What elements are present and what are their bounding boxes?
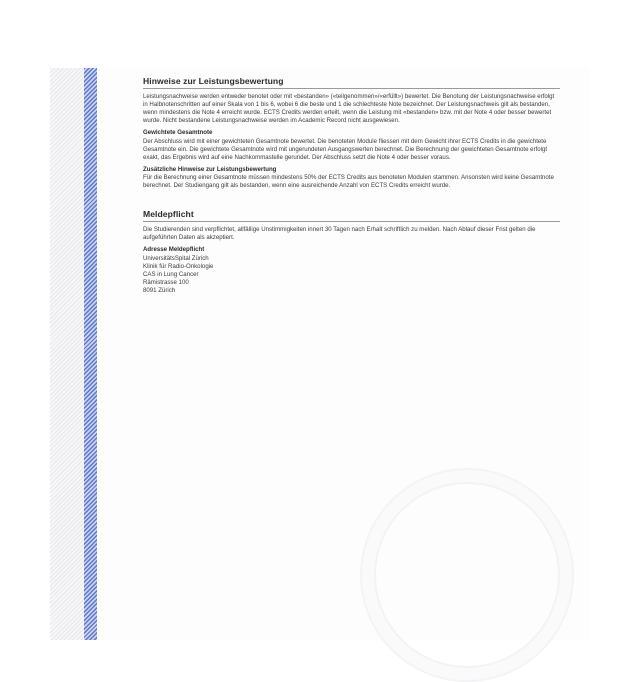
address-line: UniversitätsSpital Zürich xyxy=(143,254,209,262)
section-title: Hinweise zur Leistungsbewertung xyxy=(143,77,560,89)
seal-watermark-icon xyxy=(360,468,574,682)
subsection-paragraph: Der Abschluss wird mit einer gewichteten Gesamtnote bewertet. Die benoteten Module fliessen mit dem Gewicht ihrer ECTS Credits in die gewichtete Gesamtnote ein. Die gewichtete Gesamtnote wird mit ungerundeten Ausgangswerten berechnet. Die Berechnung der gewichteten Gesamtnote erfolgt exakt, das Ergebnis wird auf eine Nachkommastelle gerundet. Der Abschluss setzt die Note 4 oder besser voraus. xyxy=(143,137,548,161)
subsection-title: Zusätzliche Hinweise zur Leistungsbewertung xyxy=(143,165,277,173)
address-line: 8091 Zürich xyxy=(143,286,176,294)
address-title: Adresse Meldepflicht xyxy=(143,246,205,254)
section-title: Meldepflicht xyxy=(143,210,560,222)
section-meldepflicht xyxy=(143,210,560,295)
address-line: CAS in Lung Cancer xyxy=(143,270,199,278)
meldepflicht-paragraph: Die Studierenden sind verpflichtet, allfällige Unstimmigkeiten innert 30 Tagen nach Erhalt schriftlich zu melden. Nach Ablauf dieser Frist gelten die aufgeführten Daten als akzeptiert. xyxy=(143,226,536,242)
blue-hatched-stripe xyxy=(84,68,97,640)
subsection-paragraph: Für die Berechnung einer Gesamtnote müssen mindestens 50% der ECTS Credits aus benoteten Modulen stammen. Ansonsten wird keine Gesamtnote berechnet. Der Studiengang gilt als bestanden, wenn eine ausreichende Anzahl von ECTS Credits erreicht wurde. xyxy=(143,173,554,190)
address-line: Rämistrasse 100 xyxy=(143,278,189,286)
document-content xyxy=(143,77,560,295)
address-line: Klinik für Radio-Onkologie xyxy=(143,262,214,270)
document-page xyxy=(50,68,590,640)
subsection-title: Gewichtete Gesamtnote xyxy=(143,129,213,137)
grey-hatched-margin xyxy=(50,68,84,640)
intro-paragraph: Leistungsnachweise werden entweder benotet oder mit «bestanden» («teilgenommen»/«erfüllt») bewertet. Die Benotung der Leistungsnachweise erfolgt in Halbnotenschritten auf einer Skala von 1 bis 6, wobei 6 die beste und 1 die schlechteste Note bezeichnet. Der Leistungsnachweis gilt als bestanden, wenn mindestens die Note 4 erreicht wurde. ECTS Credits werden erteilt, wenn die Leistung mit «bestanden» bzw. mit der Note 4 oder besser bewertet wurde. Nicht bestandene Leistungsnachweise werden im Academic Record nicht ausgewiesen. xyxy=(143,93,555,125)
section-leistungsbewertung xyxy=(143,77,560,190)
address-block xyxy=(143,246,560,295)
